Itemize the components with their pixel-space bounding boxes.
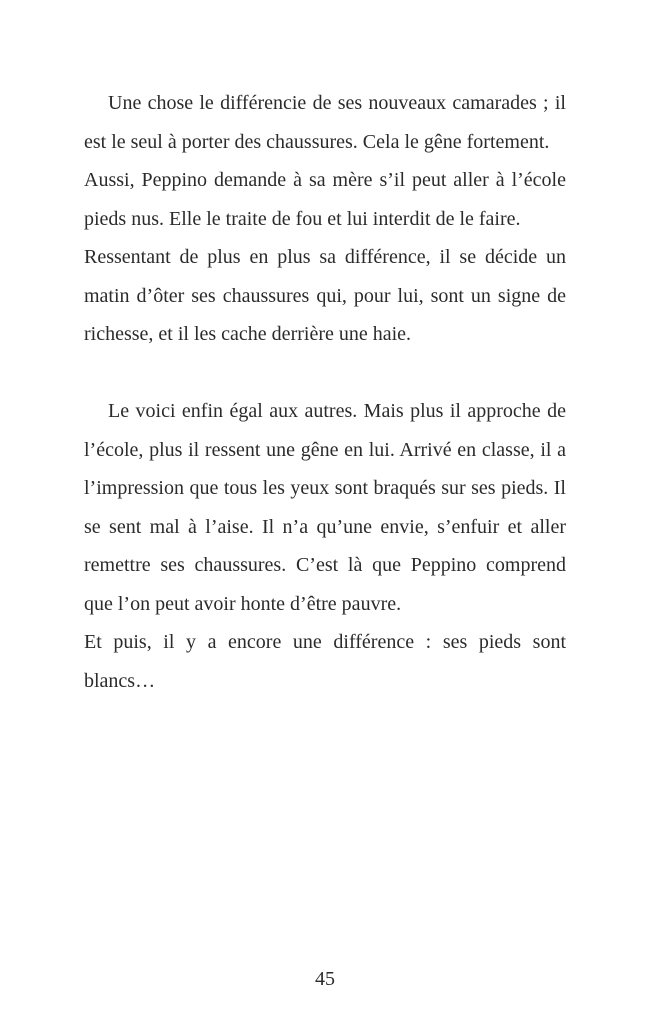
page-number: 45 [315, 968, 335, 990]
section-break [84, 354, 566, 393]
paragraph: Ressentant de plus en plus sa différence, il se décide un matin d’ôter ses chaussures qui, pour lui, sont un signe de richesse, et il les cache derrière une haie. [84, 246, 566, 345]
paragraph: Le voici enfin égal aux autres. Mais plus il approche de l’école, plus il ressent une gêne en lui. Arrivé en classe, il a l’impression que tous les yeux sont braqués sur ses pieds. Il se sent mal à l’aise. Il n’a qu’une envie, s’enfuir et aller remettre ses chaussures. C’est là que Peppino comprend que l’on peut avoir honte d’être pauvre. [84, 400, 566, 615]
section-2 [84, 392, 566, 700]
page-body [84, 84, 566, 700]
paragraph: Et puis, il y a encore une différence : ses pieds sont blancs… [84, 631, 566, 692]
paragraph: Aussi, Peppino demande à sa mère s’il peut aller à l’école pieds nus. Elle le traite de fou et lui interdit de le faire. [84, 169, 566, 230]
section-1 [84, 84, 566, 354]
paragraph: Une chose le différencie de ses nouveaux camarades ; il est le seul à porter des chaussures. Cela le gêne fortement. [84, 92, 566, 153]
